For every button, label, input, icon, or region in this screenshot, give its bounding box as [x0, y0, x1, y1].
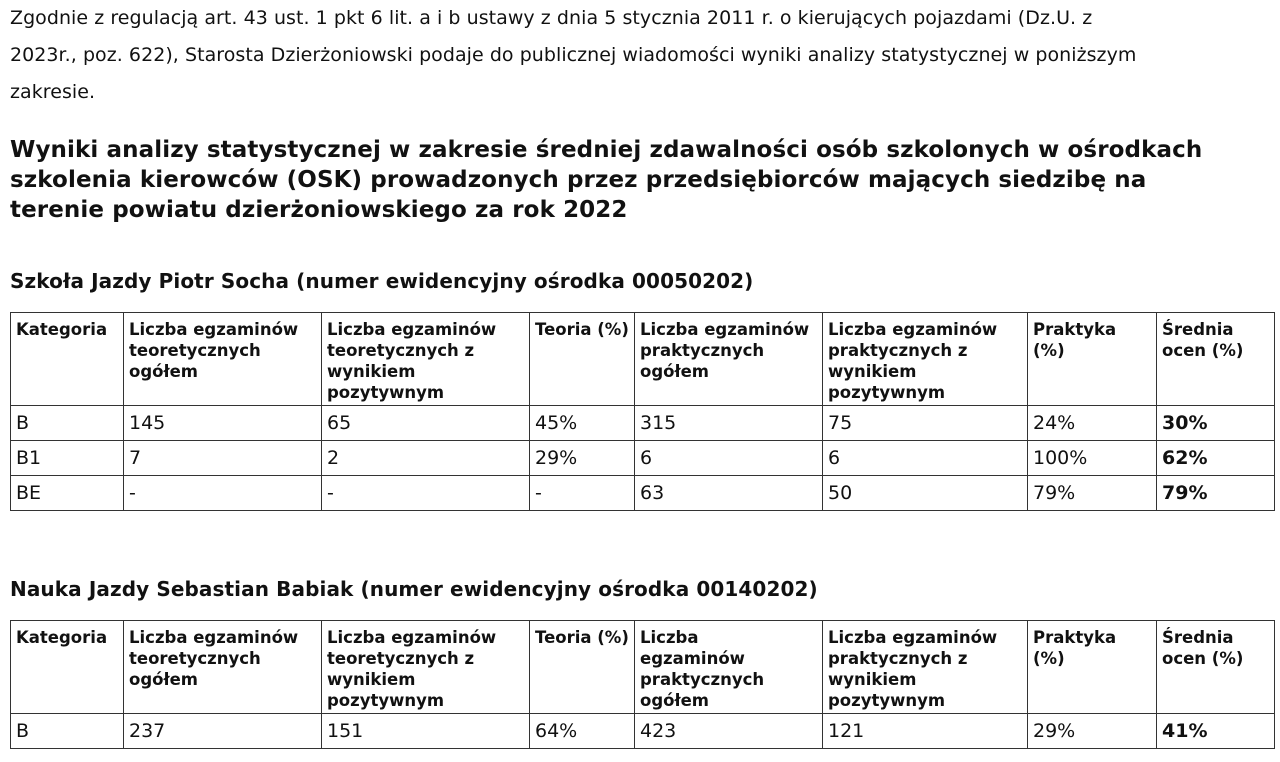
- table-cell: 63: [635, 476, 823, 511]
- column-header: Praktyka (%): [1028, 313, 1157, 406]
- average-cell: 79%: [1157, 476, 1275, 511]
- table-cell: 423: [635, 714, 823, 749]
- column-header: Średnia ocen (%): [1157, 621, 1275, 714]
- table-row: [11, 714, 1275, 749]
- table-cell: 6: [635, 441, 823, 476]
- table-row: [11, 406, 1275, 441]
- column-header: Liczba egzaminów praktycznych z wynikiem pozytywnym: [823, 313, 1028, 406]
- table-row: [11, 441, 1275, 476]
- intro-line: Zgodnie z regulacją art. 43 ust. 1 pkt 6 lit. a i b ustawy z dnia 5 stycznia 2011 r. o kierujących pojazdami (Dz.U. z: [10, 7, 1093, 29]
- table-cell: 151: [322, 714, 530, 749]
- statistics-table: [10, 312, 1275, 511]
- average-cell: 62%: [1157, 441, 1275, 476]
- table-header-row: [11, 621, 1275, 714]
- column-header: Kategoria: [11, 313, 124, 406]
- table-cell: 29%: [1028, 714, 1157, 749]
- table-cell: 24%: [1028, 406, 1157, 441]
- table-cell: 121: [823, 714, 1028, 749]
- table-cell: -: [124, 476, 322, 511]
- intro-line: 2023r., poz. 622), Starosta Dzierżoniowski podaje do publicznej wiadomości wyniki analizy statystycznej w poniższym: [10, 44, 1137, 66]
- table-cell: 315: [635, 406, 823, 441]
- table-cell: 65: [322, 406, 530, 441]
- table-cell: 64%: [530, 714, 635, 749]
- table-cell: B: [11, 714, 124, 749]
- intro-paragraph: [10, 5, 1274, 116]
- table-cell: 75: [823, 406, 1028, 441]
- column-header: Praktyka (%): [1028, 621, 1157, 714]
- column-header: Teoria (%): [530, 313, 635, 406]
- table-cell: 79%: [1028, 476, 1157, 511]
- column-header: Liczba egzaminów praktycznych z wynikiem pozytywnym: [823, 621, 1028, 714]
- table-cell: 50: [823, 476, 1028, 511]
- document-page: [10, 0, 1274, 742]
- table-cell: 6: [823, 441, 1028, 476]
- table-cell: B1: [11, 441, 124, 476]
- statistics-table: [10, 620, 1275, 749]
- page-title-line: szkolenia kierowców (OSK) prowadzonych przez przedsiębiorców mających siedzibę na: [10, 167, 1147, 193]
- column-header: Liczba egzaminów teoretycznych ogółem: [124, 621, 322, 714]
- average-cell: 41%: [1157, 714, 1275, 749]
- page-title: [10, 135, 1274, 225]
- table-cell: 100%: [1028, 441, 1157, 476]
- table-cell: 237: [124, 714, 322, 749]
- table-header-row: [11, 313, 1275, 406]
- page-title-line: Wyniki analizy statystycznej w zakresie średniej zdawalności osób szkolonych w ośrodkach: [10, 137, 1203, 163]
- table-row: [11, 476, 1275, 511]
- page-title-line: terenie powiatu dzierżoniowskiego za rok 2022: [10, 197, 628, 223]
- column-header: Średnia ocen (%): [1157, 313, 1275, 406]
- table-cell: 2: [322, 441, 530, 476]
- table-cell: 29%: [530, 441, 635, 476]
- table-cell: B: [11, 406, 124, 441]
- column-header: Liczba egzaminów praktycznych ogółem: [635, 313, 823, 406]
- table-cell: -: [530, 476, 635, 511]
- column-header: Kategoria: [11, 621, 124, 714]
- column-header: Liczba egzaminów praktycznych ogółem: [635, 621, 823, 714]
- average-cell: 30%: [1157, 406, 1275, 441]
- column-header: Teoria (%): [530, 621, 635, 714]
- table-cell: 7: [124, 441, 322, 476]
- column-header: Liczba egzaminów teoretycznych z wynikiem pozytywnym: [322, 621, 530, 714]
- table-cell: 45%: [530, 406, 635, 441]
- column-header: Liczba egzaminów teoretycznych ogółem: [124, 313, 322, 406]
- intro-line: zakresie.: [10, 81, 96, 103]
- table-cell: BE: [11, 476, 124, 511]
- school-title: Szkoła Jazdy Piotr Socha (numer ewidencyjny ośrodka 00050202): [10, 269, 754, 293]
- school-title: Nauka Jazdy Sebastian Babiak (numer ewidencyjny ośrodka 00140202): [10, 577, 818, 601]
- table-cell: 145: [124, 406, 322, 441]
- column-header: Liczba egzaminów teoretycznych z wynikiem pozytywnym: [322, 313, 530, 406]
- table-cell: -: [322, 476, 530, 511]
